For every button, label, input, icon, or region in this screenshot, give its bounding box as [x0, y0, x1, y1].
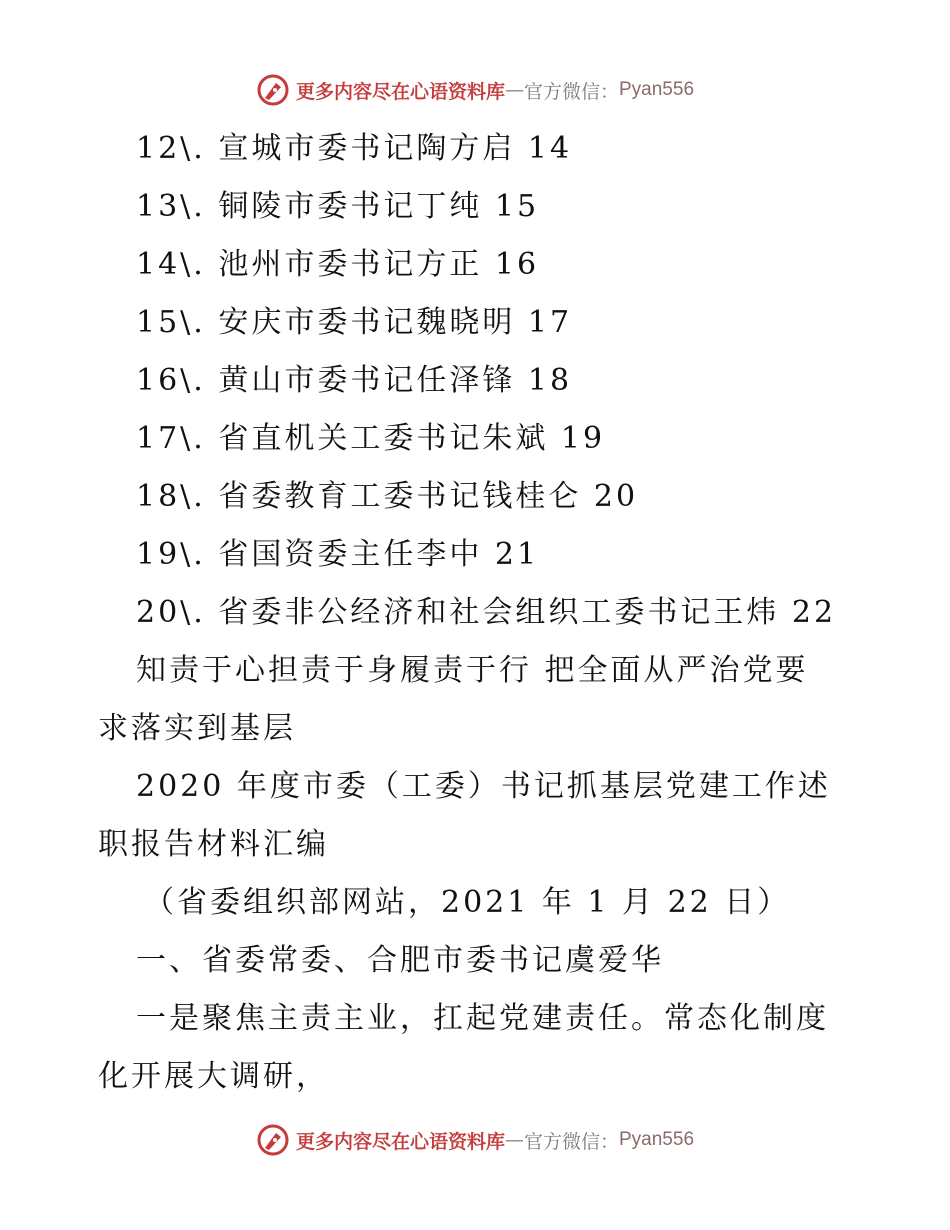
watermark-wechat-id: Pyan556	[619, 1129, 695, 1150]
paragraph-line1: 一是聚焦主责主业，扛起党建责任。常态化制度	[136, 1001, 829, 1036]
header-watermark	[0, 70, 950, 110]
watermark-dash: —	[504, 1129, 524, 1151]
watermark-wechat-label: 官方微信：	[523, 1130, 619, 1153]
watermark-site-text: 更多内容尽在心语资料库	[295, 80, 505, 103]
footer-watermark	[0, 1120, 950, 1160]
toc-item: 15\. 安庆市委书记魏晓明 17	[136, 305, 573, 340]
document-body	[98, 120, 858, 1106]
toc-item: 12\. 宣城市委书记陶方启 14	[136, 131, 573, 166]
pen-nib-circle-icon	[256, 1123, 290, 1157]
watermark-wechat-id: Pyan556	[619, 79, 695, 100]
toc-item: 20\. 省委非公经济和社会组织工委书记王炜 22	[136, 595, 837, 630]
pen-nib-circle-icon	[256, 73, 290, 107]
doc-subtitle-line1: 2020 年度市委（工委）书记抓基层党建工作述	[136, 769, 831, 804]
toc-item: 19\. 省国资委主任李中 21	[136, 537, 540, 572]
toc-item: 14\. 池州市委书记方正 16	[136, 247, 540, 282]
toc-item: 17\. 省直机关工委书记朱斌 19	[136, 421, 606, 456]
toc-item: 18\. 省委教育工委书记钱桂仑 20	[136, 479, 639, 514]
doc-title-line2: 求落实到基层	[98, 711, 296, 746]
toc-item: 13\. 铜陵市委书记丁纯 15	[136, 189, 540, 224]
watermark-dash: —	[504, 79, 524, 101]
doc-title-line1: 知责于心担责于身履责于行 把全面从严治党要	[136, 653, 809, 688]
doc-source: （省委组织部网站，2021 年 1 月 22 日）	[144, 885, 791, 920]
toc-item: 16\. 黄山市委书记任泽锋 18	[136, 363, 573, 398]
section-heading: 一、省委常委、合肥市委书记虞爱华	[136, 943, 664, 978]
watermark-site-text: 更多内容尽在心语资料库	[295, 1130, 505, 1153]
doc-subtitle-line2: 职报告材料汇编	[98, 827, 329, 862]
watermark-wechat-label: 官方微信：	[523, 80, 619, 103]
paragraph-line2: 化开展大调研，	[98, 1059, 329, 1094]
